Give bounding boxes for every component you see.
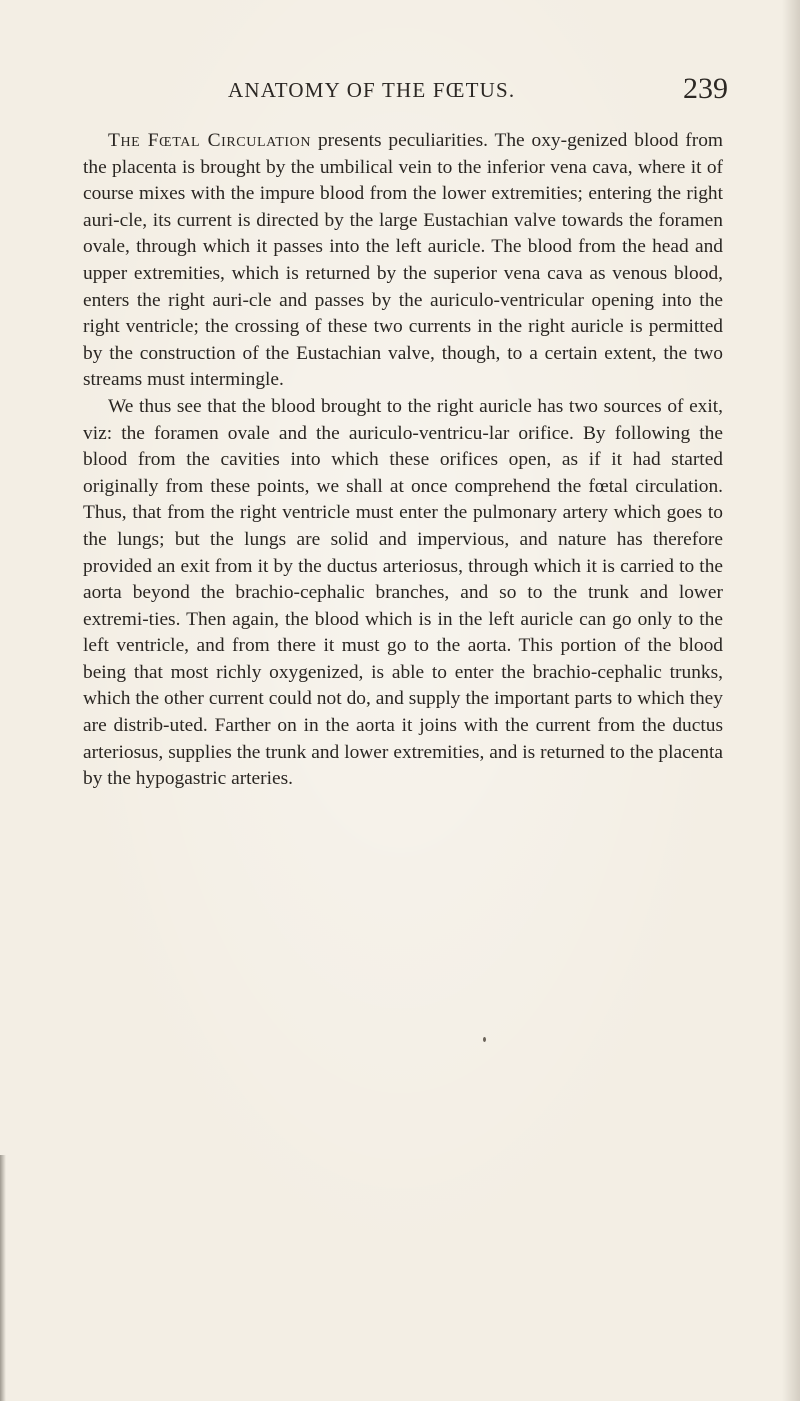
page-header [92,72,728,112]
body-text [83,128,723,793]
print-speck [483,1037,486,1042]
running-title: ANATOMY OF THE FŒTUS. [228,78,516,102]
page-number: 239 [683,72,728,105]
paragraph-1 [83,128,723,394]
paragraph-1-text: presents peculiarities. The oxy-genized blood from the placenta is brought by the umbilical vein to the inferior vena cava, where it of course mixes with the impure blood from the lower extremities; entering the right auri-cle, its current is directed by the large Eustachian valve towards the foramen ovale, through which it passes into the left auricle. The blood from the head and upper extremities, which is returned by the superior vena cava as venous blood, enters the right auri-cle and passes by the auriculo-ventricular opening into the right ventricle; the crossing of these two currents in the right auricle is permitted by the construction of the Eustachian valve, though, to a certain extent, the two streams must intermingle. [83,130,723,391]
page-gutter-shadow [782,0,800,1401]
paragraph-lead-in: The Fœtal Circulation [108,130,312,151]
page-edge-shadow [0,1155,6,1401]
paragraph-2: We thus see that the blood brought to the right auricle has two sources of exit, viz: the foramen ovale and the auriculo-ventricu-lar orifice. By following the blood from the cavities into which these orifices open, as if it had started originally from these points, we shall at once comprehend the fœtal circulation. Thus, that from the right ventricle must enter the pulmonary artery which goes to the lungs; but the lungs are solid and impervious, and nature has therefore provided an exit from it by the ductus arteriosus, through which it is carried to the aorta beyond the brachio-cephalic branches, and so to the trunk and lower extremi-ties. Then again, the blood which is in the left auricle can go only to the left ventricle, and from there it must go to the aorta. This portion of the blood being that most richly oxygenized, is able to enter the brachio-cephalic trunks, which the other current could not do, and supply the important parts to which they are distrib-uted. Farther on in the aorta it joins with the current from the ductus arteriosus, supplies the trunk and lower extremities, and is returned to the placenta by the hypogastric arteries. [83,395,723,790]
